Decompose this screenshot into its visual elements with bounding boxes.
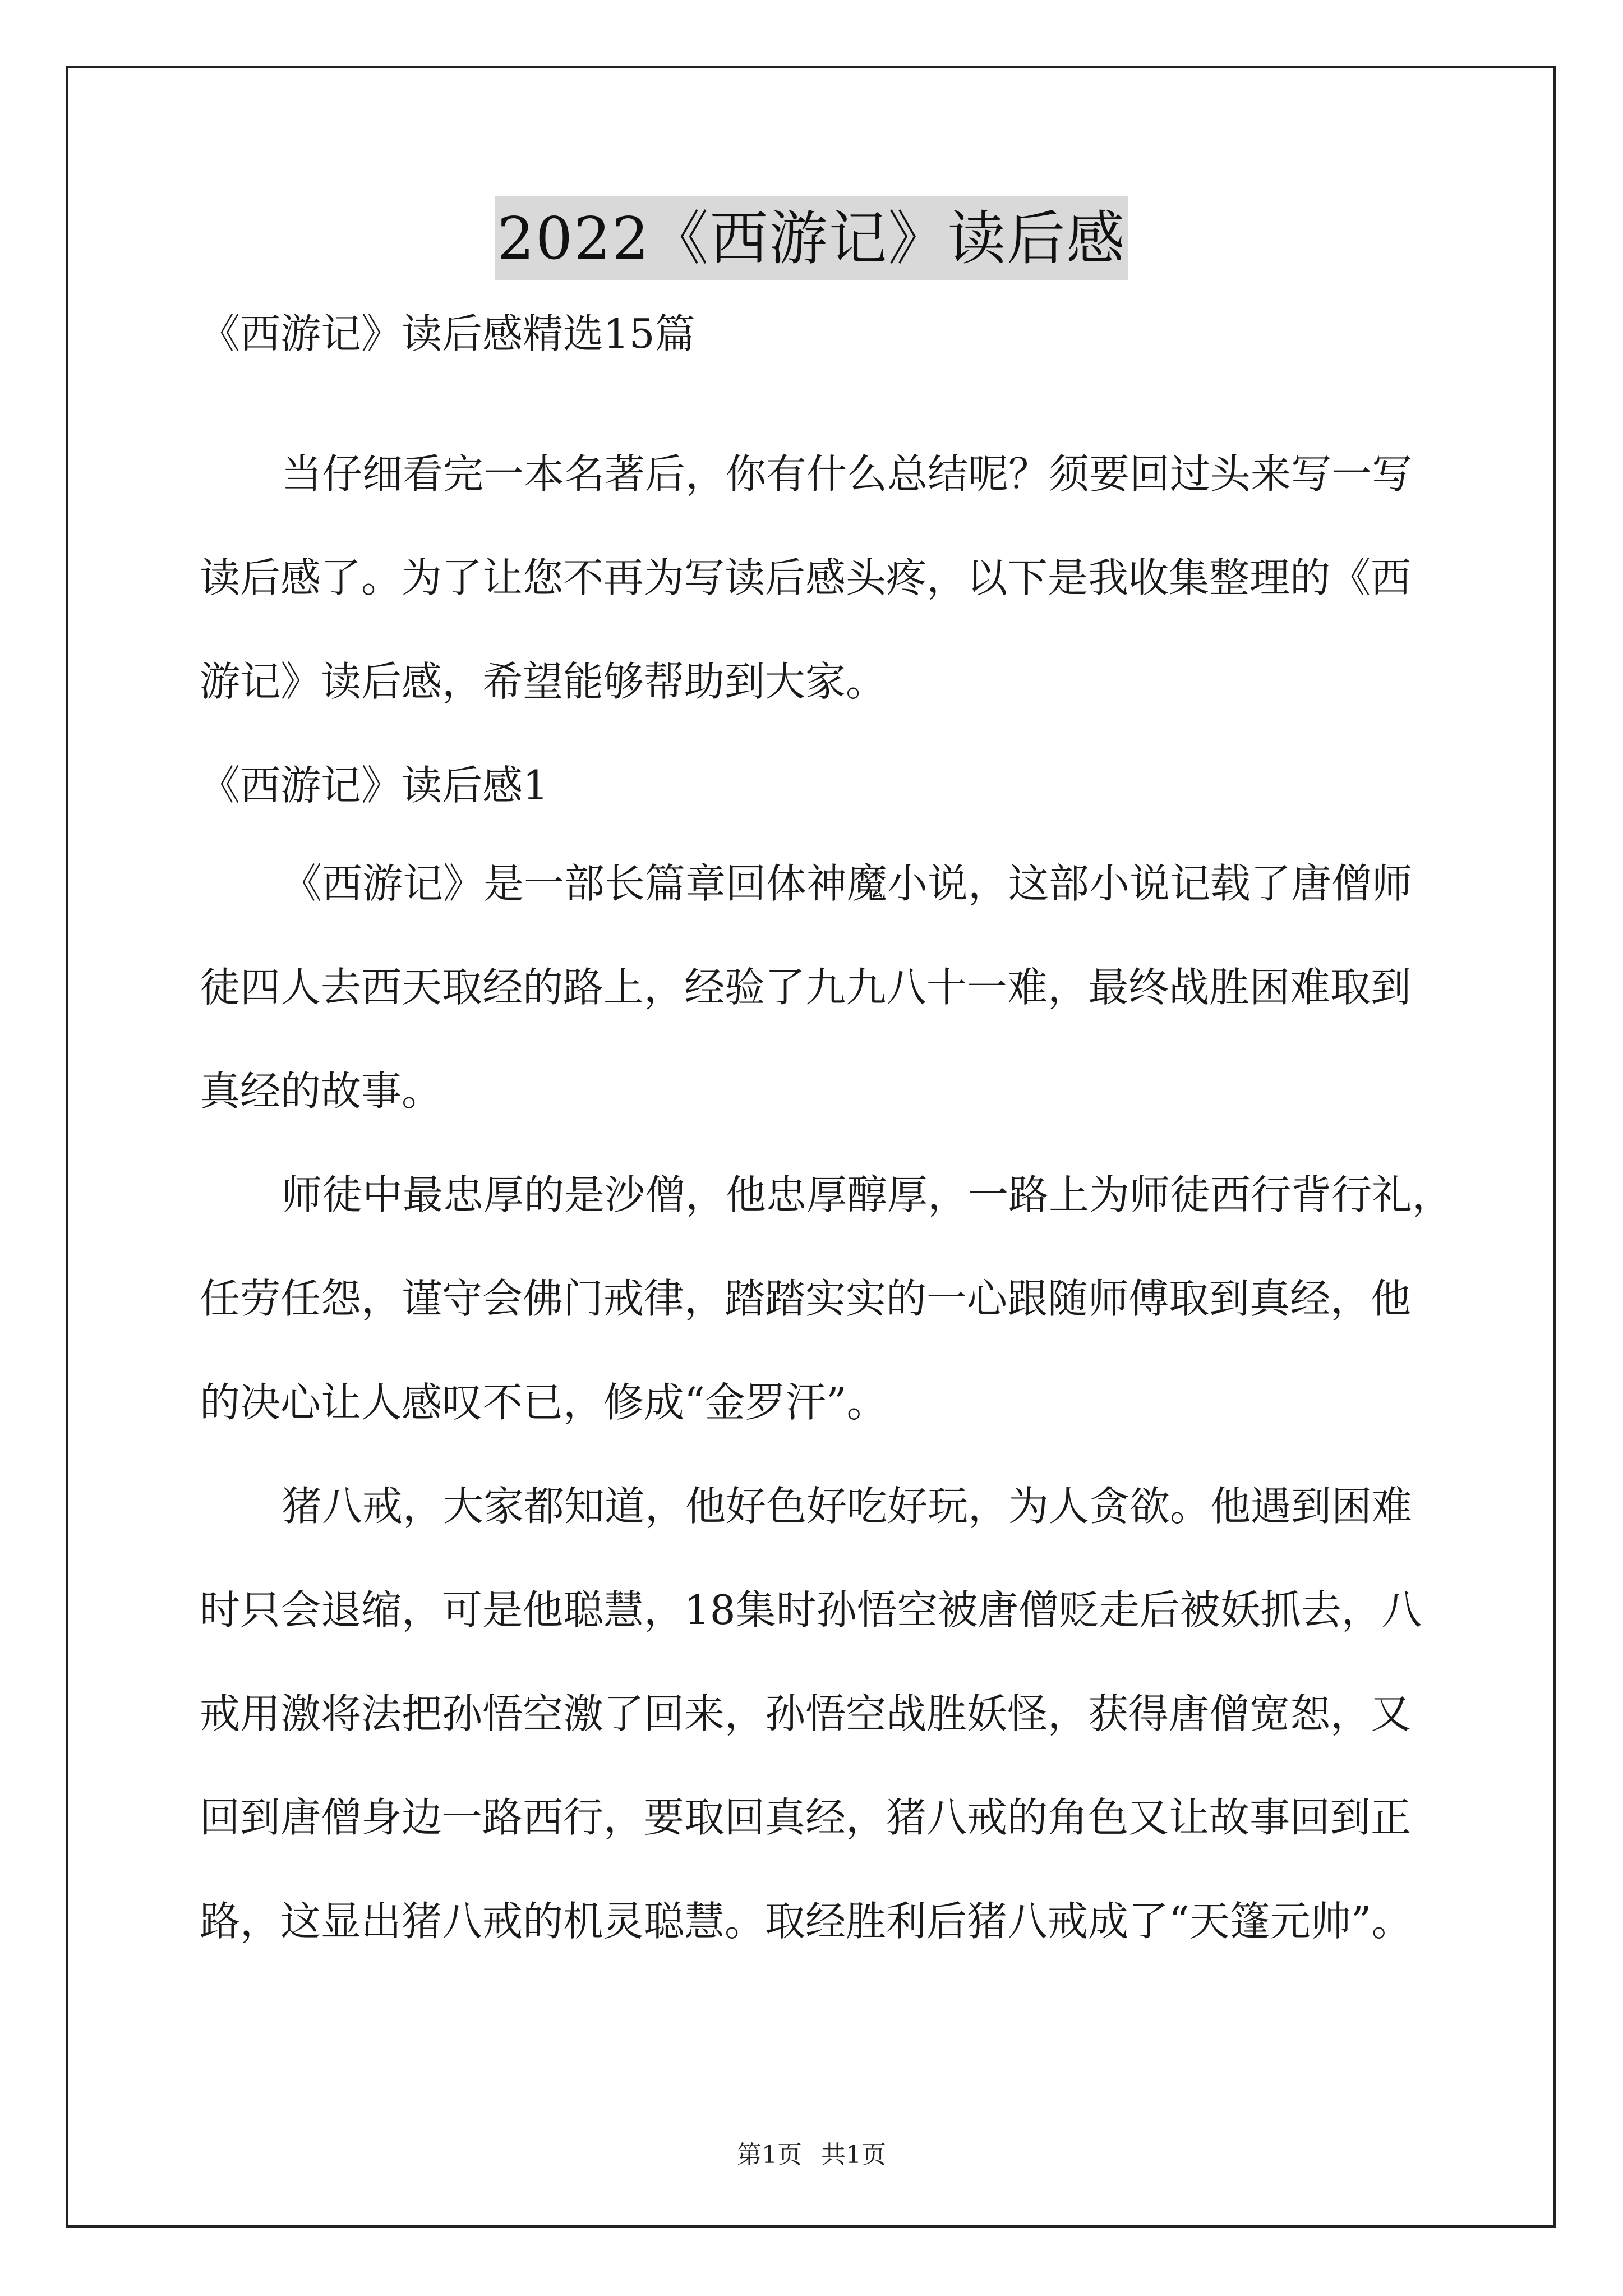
paragraph-line: 《西游记》是一部长篇章回体神魔小说，这部小说记载了唐僧师 [282,860,1413,907]
paragraph-line: 任劳任怨，谨守会佛门戒律，踏踏实实的一心跟随师傅取到真经，他 [200,1275,1412,1322]
paragraph-line: 游记》读后感，希望能够帮助到大家。 [200,658,887,705]
paragraph-line: 师徒中最忠厚的是沙僧，他忠厚醇厚，一路上为师徒西行背行礼， [282,1171,1453,1218]
paragraph-line: 徒四人去西天取经的路上，经验了九九八十一难，最终战胜困难取到 [200,964,1412,1011]
paragraph-line: 回到唐僧身边一路西行，要取回真经，猪八戒的角色又让故事回到正 [200,1794,1412,1841]
paragraph-line: 真经的故事。 [200,1068,442,1115]
paragraph-line: 时只会退缩，可是他聪慧，18集时孙悟空被唐僧贬走后被妖抓去，八 [200,1586,1422,1634]
section-heading: 《西游记》读后感1 [200,762,548,809]
title-container [0,196,1623,280]
paragraph-line: 的决心让人感叹不已，修成“金罗汗”。 [200,1379,887,1426]
paragraph-line: 猪八戒，大家都知道，他好色好吃好玩，为人贪欲。他遇到困难 [282,1483,1413,1530]
paragraph-line: 当仔细看完一本名著后，你有什么总结呢？须要回过头来写一写 [282,450,1413,498]
page-total: 共1页 [821,2141,886,2169]
subtitle-line: 《西游记》读后感精选15篇 [200,310,695,357]
page-number: 第1页 [737,2141,802,2169]
paragraph-line: 戒用激将法把孙悟空激了回来，孙悟空战胜妖怪，获得唐僧宽恕，又 [200,1690,1412,1737]
document-title: 2022《西游记》读后感 [495,196,1128,280]
paragraph-line: 读后感了。为了让您不再为写读后感头疼，以下是我收集整理的《西 [200,554,1412,601]
paragraph-line: 路，这显出猪八戒的机灵聪慧。取经胜利后猪八戒成了“天篷元帅”。 [200,1898,1412,1945]
page-footer [0,2134,1623,2170]
